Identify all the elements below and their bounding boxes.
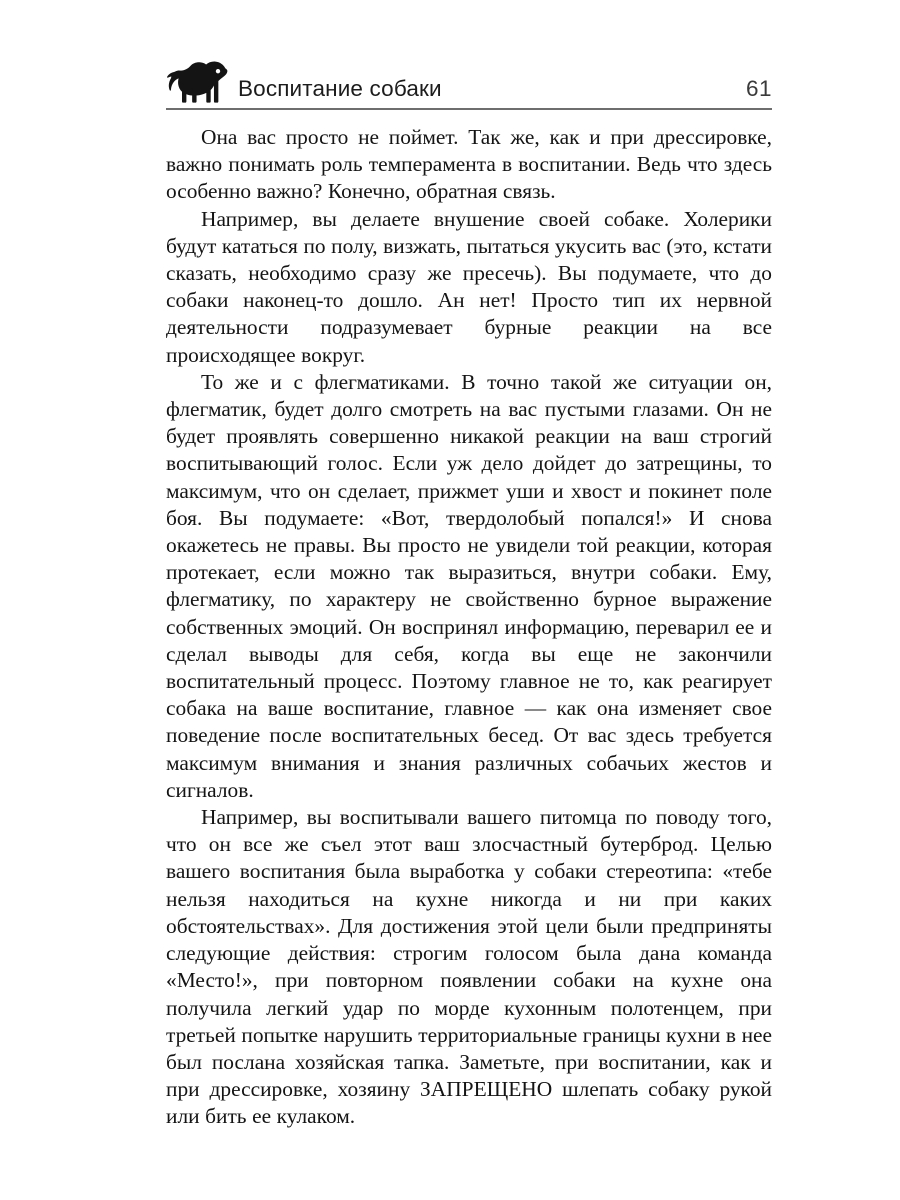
- running-head: [166, 58, 772, 106]
- paragraph: Она вас просто не поймет. Так же, как и при дрессировке, важно понимать роль темперамента в воспитании. Ведь что здесь особенно важно? Конечно, обратная связь.: [166, 125, 772, 204]
- running-head-title: Воспитание собаки: [238, 75, 442, 101]
- paragraph: То же и с флегматиками. В точно такой же ситуации он, флегматик, будет долго смотреть на вас пустыми глазами. Он не будет проявлять совершенно никакой реакции на ваш строгий воспитывающий голос. Если уж дело дойдет до затрещины, то максимум, что он сделает, прижмет уши и хвост и покинет поле боя. Вы подумаете: «Вот, твердолобый попался!» И снова окажетесь не правы. Вы просто не увидели той реакции, которая протекает, если можно так выразиться, внутри собаки. Ему, флегматику, по характеру не свойственно бурное выражение собственных эмоций. Он воспринял информацию, переварил ее и сделал выводы для себя, когда вы еще не закончили воспитательный процесс. Поэтому главное не то, как реагирует собака на ваше воспитание, главное — как она изменяет свое поведение после воспитательных бесед. От вас здесь требуется максимум внимания и знания различных собачьих жестов и сигналов.: [166, 369, 772, 802]
- paragraph: Например, вы делаете внушение своей собаке. Холерики будут кататься по полу, визжать, пытаться укусить вас (это, кстати сказать, необходимо сразу же пресечь). Вы подумаете, что до собаки наконец-то дошло. Ан нет! Просто тип их нервной деятельности подразумевает бурные реакции на все происходящее вокруг.: [166, 206, 772, 367]
- page-number: 61: [745, 75, 772, 101]
- paragraph: Например, вы воспитывали вашего питомца по поводу того, что он все же съел этот ваш злосчастный бутерброд. Целью вашего воспитания была выработка у собаки стереотипа: «тебе нельзя находиться на кухне никогда и ни при каких обстоятельствах». Для достижения этой цели были предприняты следующие действия: строгим голосом была дана команда «Место!», при повторном появлении собаки на кухне она получила легкий удар по морде кухонным полотенцем, при третьей попытке нарушить территориальные границы кухни в нее был послана хозяйская тапка. Заметьте, при воспитании, как и при дрессировке, хозяину ЗАПРЕЩЕНО шлепать собаку рукой или бить ее кулаком.: [166, 805, 773, 1129]
- body-text-column: [166, 124, 772, 1131]
- dog-silhouette-icon: [166, 58, 228, 106]
- running-head-rule: [166, 108, 772, 110]
